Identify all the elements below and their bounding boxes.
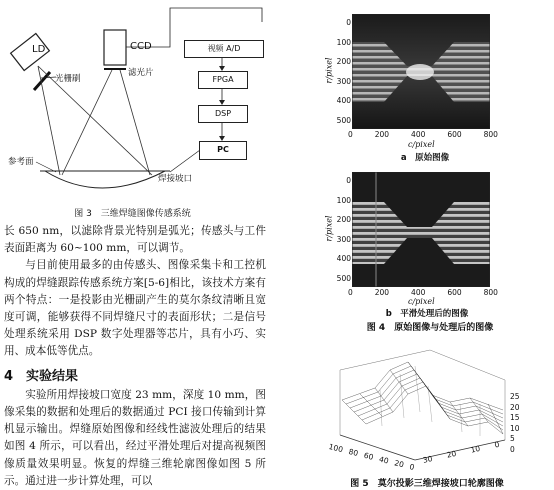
figure-4a-xlabel: c/pixel <box>408 140 435 149</box>
xtick: 80 <box>347 446 360 458</box>
ztick: 20 <box>510 402 520 412</box>
figure-5 <box>300 340 554 490</box>
ytick: 0 <box>493 439 501 450</box>
figure-4a-image <box>352 14 490 129</box>
figure-4b-subcaption: b 平滑处理后的图像 <box>385 309 469 319</box>
ccd-box <box>104 30 126 65</box>
ztick: 10 <box>510 423 520 433</box>
ztick: 15 <box>510 413 520 422</box>
ztick: 5 <box>510 434 515 443</box>
xtick: 200 <box>374 130 390 139</box>
pc-box: PC <box>199 141 247 160</box>
reference-plane-label: 参考面 <box>8 157 34 167</box>
left-text-column <box>4 223 266 490</box>
ytick: 10 <box>469 443 481 455</box>
xtick: 200 <box>374 288 390 297</box>
capture-box: 视频 A/D <box>184 40 264 58</box>
xtick: 0 <box>348 130 353 139</box>
ytick: 500 <box>336 115 351 125</box>
groove-label: 焊接坡口 <box>158 174 193 184</box>
ytick: 400 <box>336 254 351 263</box>
figure-4b-yticks <box>335 171 351 288</box>
xtick: 400 <box>411 288 426 297</box>
figure-5-caption: 图 5 莫尔投影三维焊接坡口轮廓图像 <box>350 479 504 489</box>
ytick: 200 <box>336 57 351 66</box>
ztick: 25 <box>510 392 520 401</box>
figure-4a-yticks <box>335 13 351 130</box>
ytick: 100 <box>336 37 351 47</box>
figure-4a-xticks <box>348 130 498 139</box>
ytick: 100 <box>336 195 351 205</box>
filter-label: 滤光片 <box>128 68 154 78</box>
xtick: 60 <box>362 450 375 462</box>
xtick: 100 <box>327 442 344 455</box>
xtick: 20 <box>393 458 405 470</box>
ytick: 0 <box>346 176 351 185</box>
ccd-label: CCD <box>130 41 152 52</box>
paragraph-2: 实验所用焊接坡口宽度 23 mm，深度 10 mm，图像采集的数据和处理后的数据通过 PCI 接口传输到计算机显示输出。焊缝原始图像和经线性滤波处理后的结果如图 4 所示，可以看出，经过平滑处理后对提高视频图像质量效果明显。恢复的焊缝三维轮廓图像如图 5 所示。通过进一步计算处理，可以 <box>4 388 266 487</box>
ytick: 300 <box>336 76 351 86</box>
ytick: 500 <box>336 273 351 283</box>
figure-4b-image <box>352 172 490 287</box>
xtick: 400 <box>411 130 426 139</box>
figure-3-diagram <box>0 0 265 205</box>
xtick: 600 <box>447 288 462 297</box>
xtick: 0 <box>348 288 353 297</box>
figure-4b-xticks <box>348 288 498 297</box>
ytick: 300 <box>336 234 351 244</box>
section-heading: 4 实验结果 <box>4 368 79 384</box>
xtick: 40 <box>378 454 390 466</box>
ld-label: LD <box>32 44 46 55</box>
ztick: 0 <box>510 444 515 454</box>
ytick: 0 <box>346 18 351 27</box>
ytick: 200 <box>336 215 351 224</box>
fpga-box: FPGA <box>198 71 248 89</box>
figure-4-caption: 图 4 原始图像与处理后的图像 <box>366 323 494 333</box>
dsp-box: DSP <box>198 105 248 123</box>
figure-4b-xlabel: c/pixel <box>408 297 435 306</box>
ytick: 30 <box>422 454 434 465</box>
xtick: 600 <box>447 130 462 139</box>
ytick: 400 <box>336 96 351 105</box>
paragraph-1: 与目前使用最多的由传感头、图像采集卡和工控机构成的焊缝跟踪传感系统方案[5-6]相比，该技术方案有两个特点：一是投影由光栅副产生的莫尔条纹清晰且宽度可调，能够获得不同焊缝尺寸的表面形状；二是信号处理系统采用 DSP 数字处理器等芯片，具有小巧、实用、成本低等优点。 <box>4 259 266 358</box>
paragraph-0: 长 650 nm，以滤除背景光特别是弧光；传感头与工件表面距离为 60~100 mm，可以调节。 <box>4 225 266 255</box>
figure-4a-subcaption: a 原始图像 <box>400 153 450 163</box>
figure-4 <box>300 0 554 335</box>
figure-3 <box>0 0 265 222</box>
ytick: 20 <box>445 448 458 460</box>
xtick: 800 <box>483 130 498 139</box>
figure-4a-ylabel: r/pixel <box>324 57 334 84</box>
xtick: 0 <box>408 462 416 473</box>
figure-3-caption: 图 3 三维焊缝图像传感系统 <box>74 209 191 219</box>
figure-5-zticks <box>510 392 520 455</box>
grating-label: 光栅刷 <box>55 74 81 84</box>
xtick: 800 <box>483 288 498 297</box>
figure-4b-ylabel: r/pixel <box>324 215 334 242</box>
